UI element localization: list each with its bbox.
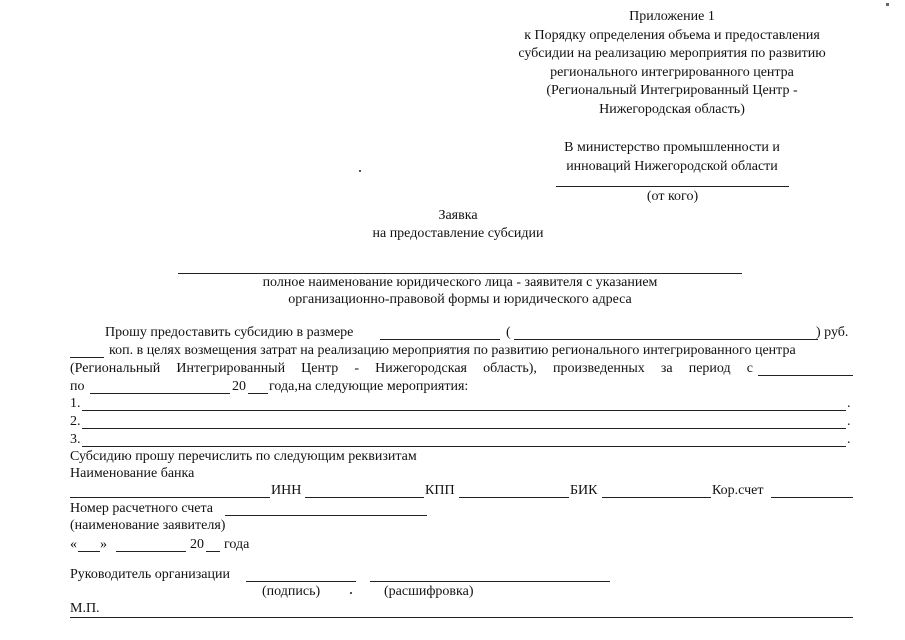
scan-speck bbox=[359, 170, 361, 172]
bank-name-label: Наименование банка bbox=[70, 466, 195, 481]
activity-end-2: . bbox=[847, 414, 851, 429]
bik-label: БИК bbox=[570, 483, 598, 498]
request-purpose: коп. в целях возмещения затрат на реализацию мероприятия по развитию регионального интегрированного центра bbox=[109, 343, 796, 358]
appendix-line: субсидии на реализацию мероприятия по развитию bbox=[518, 46, 826, 61]
word: с bbox=[746, 361, 753, 376]
applicant-caption-line-1: полное наименование юридического лица - заявителя с указанием bbox=[262, 275, 658, 290]
from-whom-caption: (от кого) bbox=[646, 189, 699, 204]
year-field[interactable] bbox=[248, 393, 268, 394]
open-paren: ( bbox=[506, 325, 511, 340]
appendix-line: регионального интегрированного центра bbox=[550, 64, 794, 80]
korschet-field[interactable] bbox=[771, 497, 853, 498]
signature-decode-field[interactable] bbox=[370, 581, 610, 582]
subsidy-amount-field[interactable] bbox=[380, 339, 500, 340]
bank-name-field[interactable] bbox=[70, 497, 270, 498]
signature-caption: (подпись) bbox=[262, 584, 321, 599]
activity-field-2[interactable] bbox=[82, 428, 846, 429]
word: - bbox=[354, 361, 360, 376]
period-to-label: по bbox=[70, 379, 85, 394]
kpp-label: КПП bbox=[425, 483, 455, 498]
document-subtitle: на предоставление субсидии bbox=[372, 226, 544, 241]
request-intro: Прошу предоставить субсидию в размере bbox=[105, 325, 354, 340]
rub-label: ) руб. bbox=[816, 325, 849, 340]
bik-field[interactable] bbox=[602, 497, 711, 498]
activity-field-3[interactable] bbox=[82, 446, 846, 447]
word: произведенных bbox=[553, 361, 645, 376]
kpp-field[interactable] bbox=[459, 497, 569, 498]
date-year-prefix: 20 bbox=[190, 537, 204, 552]
decode-caption: (расшифровка) bbox=[384, 584, 474, 599]
word: за bbox=[660, 361, 673, 376]
activities-intro: года,на следующие мероприятия: bbox=[269, 379, 469, 394]
inn-label: ИНН bbox=[271, 483, 302, 498]
period-from-field[interactable] bbox=[758, 375, 853, 376]
korschet-label: Кор.счет bbox=[712, 483, 764, 498]
appendix-line: к Порядку определения объема и предоставления bbox=[524, 27, 820, 43]
word: Центр bbox=[301, 361, 339, 376]
word: Нижегородская bbox=[375, 361, 467, 376]
word: область), bbox=[483, 361, 537, 376]
activity-number-1: 1. bbox=[70, 396, 81, 411]
appendix-line: Нижегородская область) bbox=[599, 101, 745, 117]
from-whom-field[interactable] bbox=[556, 186, 789, 187]
requisites-heading: Субсидию прошу перечислить по следующим реквизитам bbox=[70, 449, 417, 464]
subsidy-amount-words-field[interactable] bbox=[514, 339, 818, 340]
applicant-caption-line-2: организационно-правовой формы и юридического адреса bbox=[288, 292, 632, 307]
appendix-line: (Региональный Интегрированный Центр - bbox=[546, 83, 798, 98]
addressee-line-2: инноваций Нижегородской области bbox=[566, 159, 778, 174]
bottom-rule bbox=[70, 617, 853, 618]
stamp-label: М.П. bbox=[70, 601, 100, 616]
kopeck-field[interactable] bbox=[70, 357, 104, 358]
inn-field[interactable] bbox=[305, 497, 424, 498]
date-open-quote: « bbox=[70, 537, 77, 552]
appendix-header bbox=[482, 8, 862, 119]
appendix-line: Приложение 1 bbox=[629, 9, 715, 24]
word: период bbox=[688, 361, 731, 376]
scan-speck bbox=[350, 592, 352, 594]
word: (Региональный bbox=[70, 361, 161, 376]
addressee-block bbox=[552, 138, 792, 176]
document-title: Заявка bbox=[438, 208, 478, 223]
activity-number-2: 2. bbox=[70, 414, 81, 429]
date-year-field[interactable] bbox=[206, 551, 220, 552]
addressee-line-1: В министерство промышленности и bbox=[564, 140, 780, 155]
period-to-field[interactable] bbox=[90, 393, 230, 394]
activity-number-3: 3. bbox=[70, 432, 81, 447]
activity-field-1[interactable] bbox=[82, 410, 846, 411]
scan-speck bbox=[886, 3, 889, 6]
applicant-label: (наименование заявителя) bbox=[70, 518, 226, 533]
year-prefix: 20 bbox=[232, 379, 246, 394]
account-label: Номер расчетного счета bbox=[70, 501, 214, 516]
word: Интегрированный bbox=[176, 361, 286, 376]
date-close-quote: » bbox=[100, 537, 107, 552]
account-field[interactable] bbox=[225, 515, 427, 516]
activity-end-1: . bbox=[847, 396, 851, 411]
activity-end-3: . bbox=[847, 432, 851, 447]
head-label: Руководитель организации bbox=[70, 567, 230, 582]
signature-field[interactable] bbox=[246, 581, 356, 582]
date-year-suffix: года bbox=[224, 537, 250, 552]
request-period-line bbox=[70, 362, 753, 376]
date-month-field[interactable] bbox=[116, 551, 186, 552]
date-day-field[interactable] bbox=[78, 551, 100, 552]
applicant-name-field[interactable] bbox=[178, 273, 742, 274]
